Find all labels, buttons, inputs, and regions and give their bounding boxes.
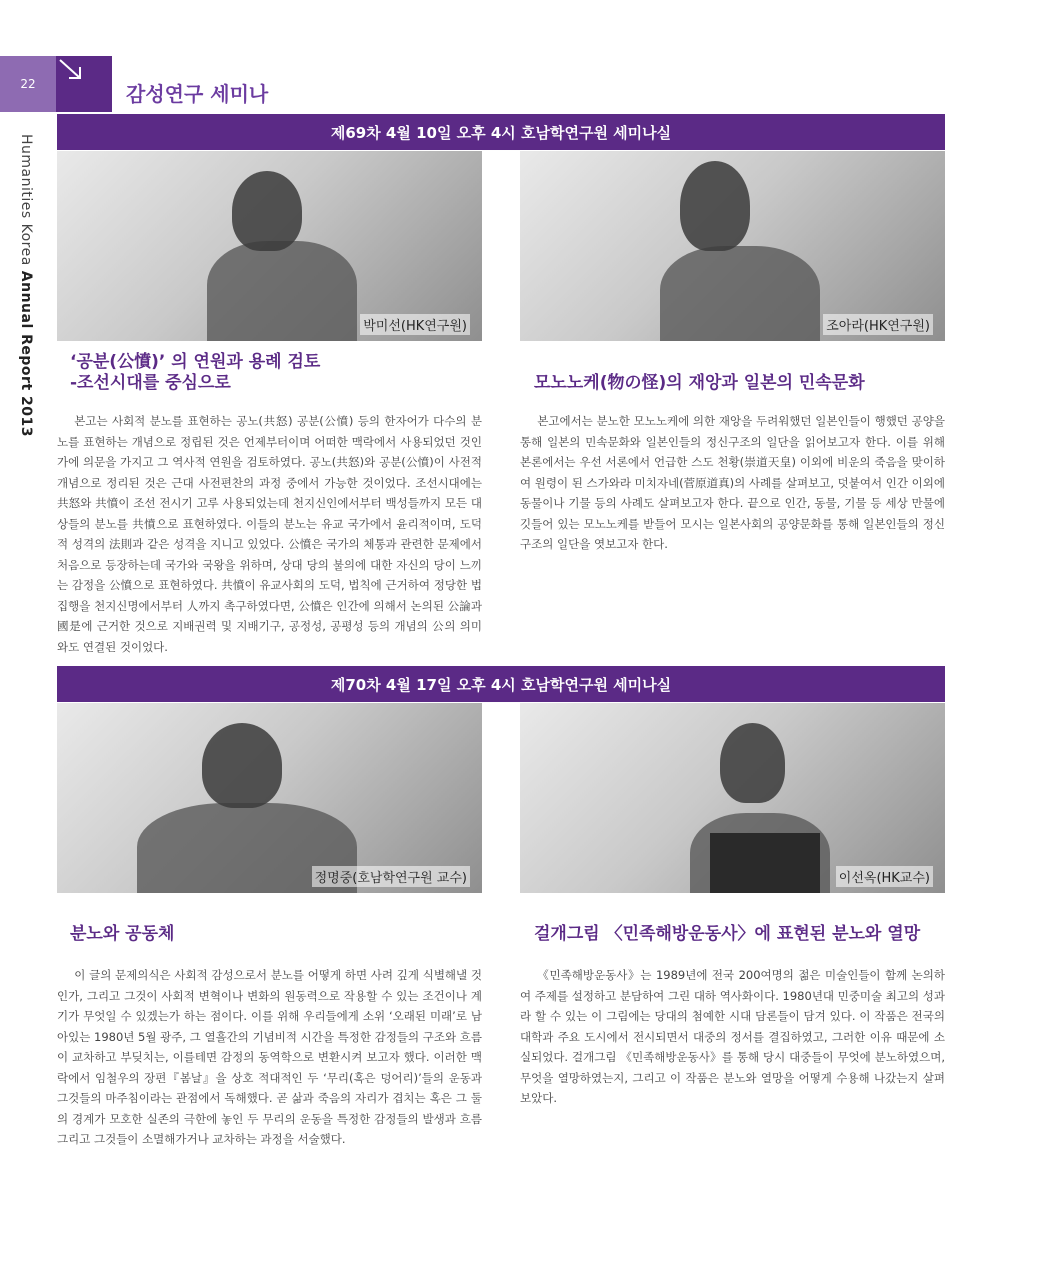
article-body: 본고에서는 분노한 모노노케에 의한 재앙을 두려워했던 일본인들이 행했던 공양을 통해 일본의 민속문화와 일본인들의 정신구조의 일단을 읽어보고자 한다. 이를 위해 본론에서는 우선 서론에서 언급한 스도 천황(崇道天皇) 이외에 비운의 죽음을 맞이하여 원령이 된 스가와라 미치자네(菅原道真)의 사례를 살펴보고, 덧붙여서 인간 이외에 동물이나 기물 등의 사례도 살펴보고자 한다. 끝으로 인간, 동물, 기물 등 세상 만물에 깃들어 있는 모노노케를 받들어 모시는 일본사회의 공양문화를 통해 일본인들의 정신구조의 일단을 엿보고자 한다.	[520, 414, 945, 551]
running-title-bold: Annual Report 2013	[18, 270, 34, 437]
photo-caption: 박미선(HK연구원)	[360, 314, 470, 335]
article-subtitle: -조선시대를 중심으로	[70, 373, 231, 393]
article-title: 모노노케(物の怪)의 재앙과 일본의 민속문화	[534, 373, 865, 393]
article-title: 걸개그림 〈민족해방운동사〉에 표현된 분노와 열망	[534, 924, 921, 944]
photo-speaker-1	[57, 151, 482, 341]
running-title-normal: Humanities Korea	[18, 134, 34, 271]
article-title: 분노와 공동체	[70, 924, 175, 944]
seminar2-banner: 제70차 4월 17일 오후 4시 호남학연구원 세미나실	[57, 666, 945, 702]
photo-speaker-2	[520, 151, 945, 341]
article-body: 《민족해방운동사》는 1989년에 전국 200여명의 젊은 미술인들이 함께 논의하여 주제를 설정하고 분담하여 그린 대하 역사화이다. 1980년대 민중미술 최고의 성과라 할 수 있는 이 그림에는 당대의 첨예한 시대 담론들이 담겨 있다. 이 작품은 전국의 대학과 주요 도시에서 전시되면서 대중의 정서를 결집하였고, 그러한 이유 때문에 소실되었다. 걸개그림 《민족해방운동사》를 통해 당시 대중들이 무엇에 분노하였으며, 무엇을 열망하였는지, 그리고 이 작품은 분노와 열망을 어떻게 수용해 나갔는지 살펴보았다.	[520, 968, 945, 1105]
section-title: 감성연구 세미나	[126, 82, 269, 106]
photo-caption: 정명중(호남학연구원 교수)	[312, 866, 470, 887]
article-body: 이 글의 문제의식은 사회적 감성으로서 분노를 어떻게 하면 사려 깊게 식별해낼 것인가, 그리고 그것이 사회적 변혁이나 변화의 원동력으로 작용할 수 있는 조건이나 계기가 무엇일 수 있겠는가 하는 점이다. 이를 위해 우리들에게 소위 ‘오래된 미래’로 남아있는 1980년 5월 광주, 그 열흘간의 기념비적 시간을 특정한 감정들의 구조와 흐름이 교차하고 부딪치는, 이를테면 감정의 동역학으로 변환시켜 보고자 했다. 이러한 맥락에서 임철우의 장편『봄날』을 상호 적대적인 두 ‘무리(혹은 덩어리)’들의 운동과 그것들의 마주침이라는 관점에서 독해했다. 곧 삶과 죽음의 자리가 겹치는 혹은 그 둘의 경계가 모호한 실존의 극한에 놓인 두 무리의 운동을 특정한 감정들의 발생과 흐름 그리고 그것들이 소멸해가거나 교차하는 과정을 서술했다.	[57, 968, 482, 1146]
side-running-title	[18, 134, 34, 437]
photo-caption: 이선옥(HK교수)	[836, 866, 933, 887]
seminar1-banner: 제69차 4월 10일 오후 4시 호남학연구원 세미나실	[57, 114, 945, 150]
article-body: 본고는 사회적 분노를 표현하는 공노(共怒) 공분(公憤) 등의 한자어가 다수의 분노를 표현하는 개념으로 정립된 것은 언제부터이며 어떠한 맥락에서 사용되었던 것인가에 의문을 가지고 그 역사적 연원을 검토하였다. 공노(共怒)와 공분(公憤)이 사전적 개념으로 정리된 것은 근대 사전편찬의 과정 중에서 가능한 것이었다. 조선시대에는 共怒와 共憤이 조선 전시기 고루 사용되었는데 천지신인에서부터 백성들까지 모든 대상들의 분노를 共憤으로 표현하였다. 이들의 분노는 유교 국가에서 윤리적이며, 도덕적 성격의 法則과 같은 성격을 지니고 있었다. 公憤은 국가의 체통과 관련한 문제에서 처음으로 등장하는데 국가와 국왕을 위하며, 상대 당의 불의에 대한 자신의 당이 느끼는 감정을 公憤으로 표현하였다. 共憤이 유교사회의 도덕, 법칙에 근거하여 정당한 법집행을 천지신명에서부터 人까지 촉구하였다면, 公憤은 인간에 의해서 논의된 公論과 國是에 근거한 것으로 지배권력 및 지배기구, 공정성, 공평성 등의 개념의 公의 의미와도 연결된 것이었다.	[57, 414, 482, 654]
page-number: 22	[0, 56, 56, 112]
article-title-line: ‘공분(公憤)’ 의 연원과 용례 검토	[70, 352, 321, 372]
photo-speaker-4	[520, 703, 945, 893]
laptop	[710, 833, 820, 893]
photo-caption: 조아라(HK연구원)	[823, 314, 933, 335]
article-title	[70, 352, 320, 394]
photo-speaker-3	[57, 703, 482, 893]
arrow-icon	[56, 56, 112, 112]
